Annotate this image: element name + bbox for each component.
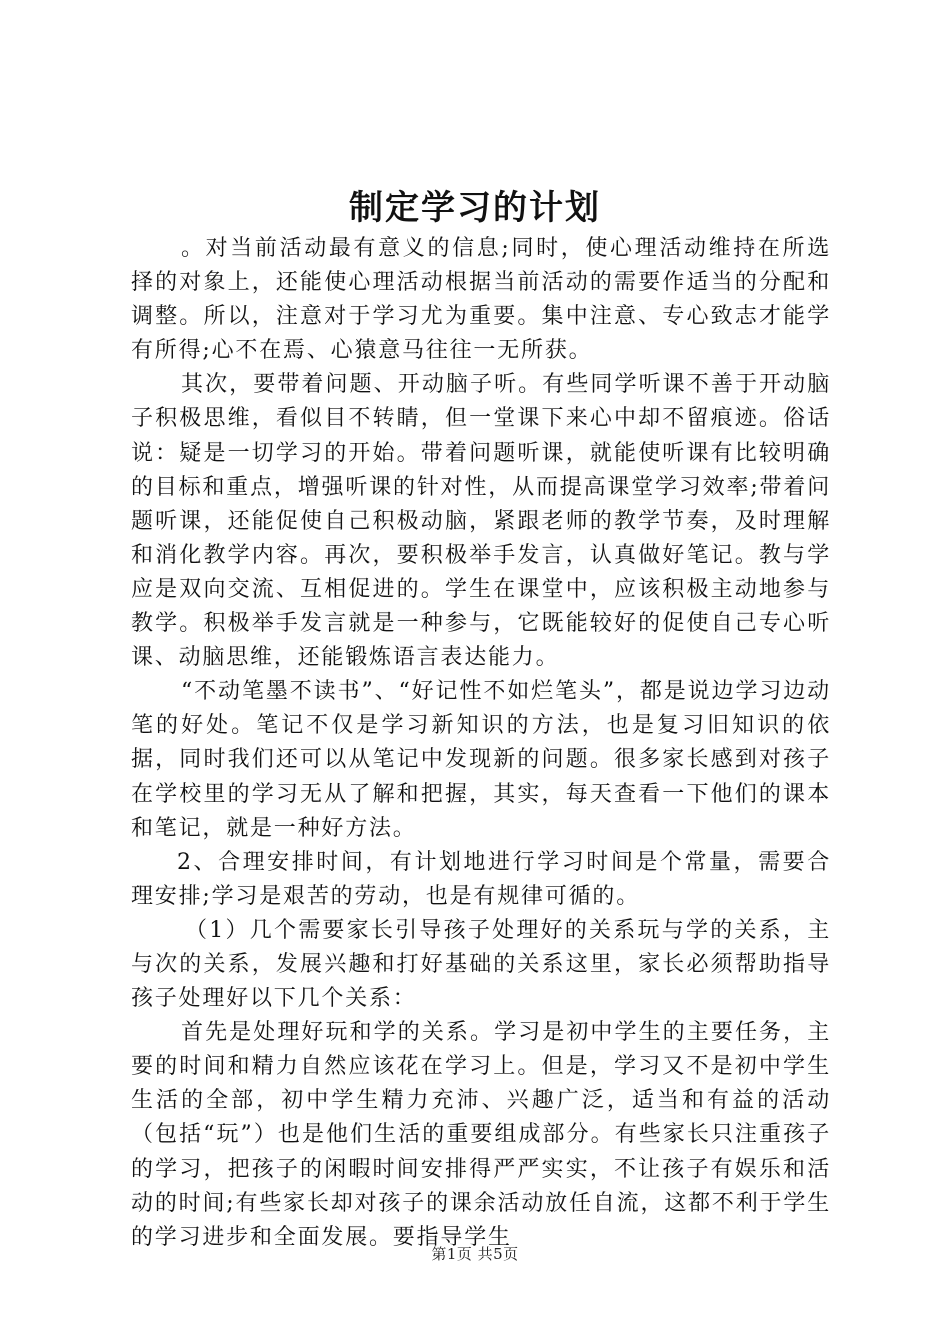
paragraph: 其次，要带着问题、开动脑子听。有些同学听课不善于开动脑子积极思维，看似目不转睛，但一堂课下来心中却不留痕迹。俗话说：疑是一切学习的开始。带着问题听课，就能使听课有比较明确的目标和重点，增强听课的针对性，从而提高课堂学习效率;带着问题听课，还能促使自己积极动脑，紧跟老师的教学节奏，及时理解和消化教学内容。再次，要积极举手发言，认真做好笔记。教与学应是双向交流、互相促进的。学生在课堂中，应该积极主动地参与教学。积极举手发言就是一种参与，它既能较好的促使自己专心听课、动脑思维，还能锻炼语言表达能力。 bbox=[131, 372, 831, 671]
paragraph: 。对当前活动最有意义的信息;同时，使心理活动维持在所选择的对象上，还能使心理活动根据当前活动的需要作适当的分配和调整。所以，注意对于学习尤为重要。集中注意、专心致志才能学有所得;心不在焉、心猿意马往往一无所获。 bbox=[131, 236, 831, 364]
paragraph: “不动笔墨不读书”、“好记性不如烂笔头”，都是说边学习边动笔的好处。笔记不仅是学习新知识的方法，也是复习旧知识的依据，同时我们还可以从笔记中发现新的问题。很多家长感到对孩子在学校里的学习无从了解和把握，其实，每天查看一下他们的课本和笔记，就是一种好方法。 bbox=[131, 679, 831, 841]
page-number-footer: 第1页 共5页 bbox=[431, 1245, 519, 1263]
document-body bbox=[131, 232, 831, 1255]
paragraph: 2、合理安排时间，有计划地进行学习时间是个常量，需要合理安排;学习是艰苦的劳动，也是有规律可循的。 bbox=[131, 849, 831, 909]
paragraph: （1）几个需要家长引导孩子处理好的关系玩与学的关系，主与次的关系，发展兴趣和打好基础的关系这里，家长必须帮助指导孩子处理好以下几个关系： bbox=[131, 917, 831, 1012]
document-title: 制定学习的计划 bbox=[349, 188, 601, 228]
paragraph: 首先是处理好玩和学的关系。学习是初中学生的主要任务，主要的时间和精力自然应该花在学习上。但是，学习又不是初中学生生活的全部，初中学生精力充沛、兴趣广泛，适当和有益的活动（包括“玩”）也是他们生活的重要组成部分。有些家长只注重孩子的学习，把孩子的闲暇时间安排得严严实实，不让孩子有娱乐和活动的时间;有些家长却对孩子的课余活动放任自流，这都不利于学生的学习进步和全面发展。要指导学生 bbox=[131, 1020, 831, 1250]
